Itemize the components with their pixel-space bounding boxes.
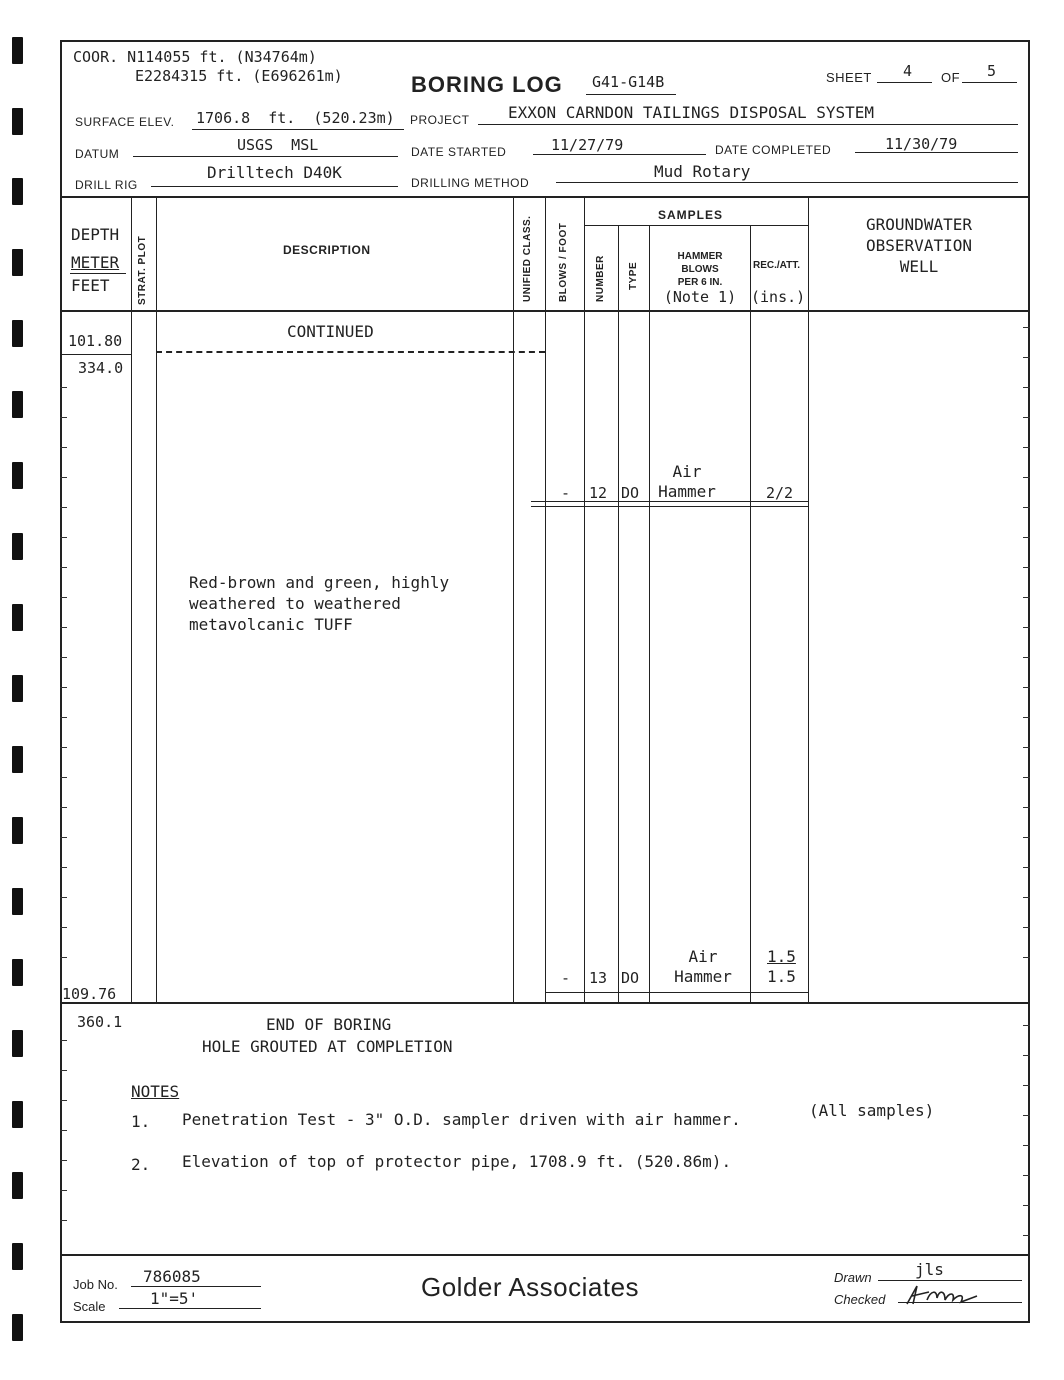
blows-foot-header: BLOWS / FOOT: [558, 222, 569, 302]
top-depth-feet: 334.0: [78, 359, 124, 377]
project-label: PROJECT: [410, 113, 470, 127]
punch-hole: [12, 533, 23, 560]
hammer-line: Air: [672, 462, 702, 481]
company-name: Golder Associates: [421, 1272, 640, 1302]
hammer-line: Air: [688, 947, 718, 966]
note-extra: (All samples): [809, 1101, 935, 1120]
hammer-note: (Note 1): [663, 288, 737, 306]
note-number: 1.: [131, 1112, 151, 1131]
job-no-value: 786085: [143, 1267, 201, 1286]
drawn-value: jls: [915, 1260, 944, 1279]
scale-label: Scale: [73, 1299, 106, 1314]
scale-value: 1"=5': [150, 1289, 199, 1308]
sample-hammer: [668, 947, 738, 987]
date-started-value: 11/27/79: [551, 136, 624, 154]
punch-hole: [12, 108, 23, 135]
sample-blows: -: [561, 484, 571, 502]
groundwater-header-line: GROUNDWATER: [866, 215, 972, 234]
drill-rig-value: Drilltech D40K: [207, 163, 342, 182]
bottom-depth-meter: 109.76: [62, 985, 117, 1003]
hammer-blows-header: [650, 250, 750, 289]
punch-hole: [12, 462, 23, 489]
strat-plot-header: STRAT. PLOT: [137, 235, 148, 305]
feet-header: FEET: [71, 276, 110, 295]
hammer-header-line: BLOWS: [681, 264, 719, 275]
hammer-header-line: HAMMER: [677, 251, 723, 262]
sample-type: DO: [621, 484, 640, 502]
depth-header: DEPTH: [71, 225, 120, 244]
groundwater-header-line: WELL: [899, 257, 939, 276]
top-depth-meter: 101.80: [68, 332, 123, 350]
description-line: weathered to weathered: [189, 594, 401, 613]
recovery-numerator: 1.5: [767, 947, 796, 966]
continued-label: CONTINUED: [287, 322, 374, 341]
number-header: NUMBER: [595, 255, 606, 302]
samples-header: SAMPLES: [658, 208, 724, 222]
end-of-boring: END OF BORING: [266, 1015, 392, 1034]
description-line: metavolcanic TUFF: [189, 615, 353, 634]
hammer-header-line: PER 6 IN.: [677, 277, 723, 288]
punch-hole: [12, 37, 23, 64]
meter-header: METER: [71, 253, 120, 272]
punch-hole: [12, 959, 23, 986]
punch-hole: [12, 249, 23, 276]
coordinates-north: COOR. N114055 ft. (N34764m): [73, 48, 317, 66]
project-value: EXXON CARNDON TAILINGS DISPOSAL SYSTEM: [508, 103, 875, 122]
surface-elev-label: SURFACE ELEV.: [75, 115, 175, 129]
sample-blows: -: [561, 969, 571, 987]
hole-grouted: HOLE GROUTED AT COMPLETION: [202, 1037, 453, 1056]
punch-hole: [12, 178, 23, 205]
date-completed-label: DATE COMPLETED: [715, 143, 832, 157]
description-header: DESCRIPTION: [283, 243, 371, 257]
type-header: TYPE: [628, 261, 639, 290]
note-text: Elevation of top of protector pipe, 1708.9 ft. (520.86m).: [182, 1152, 732, 1171]
drilling-method-value: Mud Rotary: [654, 162, 751, 181]
sample-number: 13: [589, 969, 608, 987]
punch-hole: [12, 1314, 23, 1341]
punch-hole: [12, 391, 23, 418]
sample-type: DO: [621, 969, 640, 987]
continued-divider: [156, 351, 545, 353]
hammer-line: Hammer: [658, 482, 716, 501]
punch-hole: [12, 1243, 23, 1270]
surface-elev-value: 1706.8 ft. (520.23m): [196, 109, 395, 127]
punch-hole: [12, 817, 23, 844]
punch-hole: [12, 675, 23, 702]
punch-hole: [12, 1101, 23, 1128]
page-title: BORING LOG: [411, 72, 563, 97]
ins-header: (ins.): [751, 288, 806, 306]
bottom-depth-feet: 360.1: [77, 1013, 123, 1031]
date-started-label: DATE STARTED: [411, 145, 507, 159]
sample-recovery: [767, 947, 796, 987]
punch-hole: [12, 888, 23, 915]
coordinates-east: E2284315 ft. (E696261m): [135, 67, 343, 85]
punch-hole: [12, 320, 23, 347]
sheet-number: 4: [903, 62, 913, 80]
drawn-label: Drawn: [834, 1270, 872, 1285]
note-text: Penetration Test - 3" O.D. sampler driven with air hammer.: [182, 1110, 741, 1129]
of-label: OF: [941, 70, 961, 85]
sheet-total: 5: [987, 62, 997, 80]
groundwater-header-line: OBSERVATION: [866, 236, 972, 255]
checked-label: Checked: [834, 1292, 886, 1307]
punch-hole: [12, 1172, 23, 1199]
datum-label: DATUM: [75, 147, 120, 161]
hammer-line: Hammer: [674, 967, 732, 986]
punch-hole: [12, 746, 23, 773]
description-line: Red-brown and green, highly: [189, 573, 450, 592]
checked-signature: [903, 1280, 983, 1314]
datum-value: USGS MSL: [237, 136, 319, 154]
notes-title: NOTES: [131, 1082, 180, 1101]
drill-rig-label: DRILL RIG: [75, 178, 138, 192]
sheet-label: SHEET: [826, 70, 872, 85]
punch-hole: [12, 1030, 23, 1057]
rec-att-header: REC./ATT.: [753, 260, 801, 271]
unified-class-header: UNIFIED CLASS.: [522, 215, 533, 302]
note-number: 2.: [131, 1155, 151, 1174]
job-no-label: Job No.: [73, 1277, 118, 1292]
stratum-description: [189, 572, 449, 635]
punch-hole: [12, 604, 23, 631]
sample-hammer: [650, 462, 724, 502]
recovery-denominator: 1.5: [767, 967, 796, 986]
drilling-method-label: DRILLING METHOD: [411, 176, 530, 190]
groundwater-header: [810, 214, 1028, 277]
sample-number: 12: [589, 484, 608, 502]
boring-id: G41-G14B: [592, 73, 665, 91]
date-completed-value: 11/30/79: [885, 135, 958, 153]
sample-recovery: 2/2: [766, 484, 794, 502]
